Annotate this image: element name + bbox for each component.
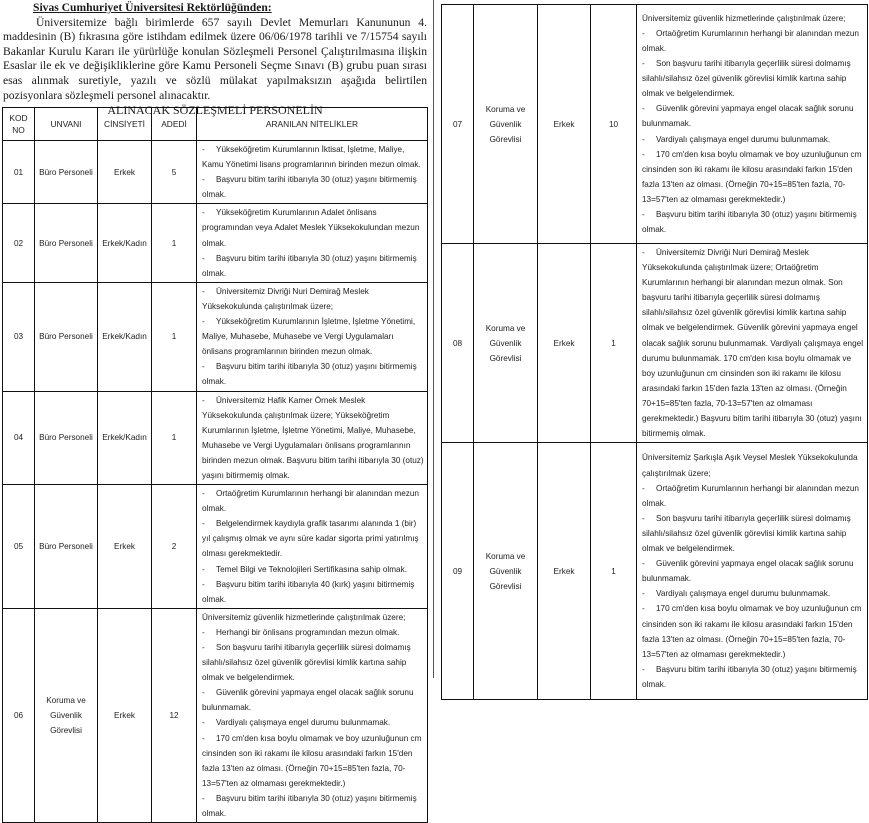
unvani-cell: Koruma ve Güvenlik Görevlisi (474, 5, 538, 244)
unvani-cell: Büro Personeli (35, 391, 98, 485)
page-divider (433, 0, 434, 678)
qualification-item: - Son başvuru tarihi itibarıyla geçerlilik süresi dolmamış silahlı/silahsız özel güvenlik görevlisi kimlik kartına sahip olmak ve belgelendirmek. (642, 56, 864, 101)
aranilan-nitelikler-cell (637, 443, 868, 700)
announcement-body: Üniversitemize bağlı birimlerde 657 sayılı Devlet Memurları Kanununun 4. maddesinin (B) fıkrasına göre istihdam edilmek üzere 06/06/1978 tarihli ve 7/15754 sayılı Bakanlar Kurulu Kararı ile yürürlüğe konulan Sözleşmeli Personel Çalıştırılmasına ilişkin Esaslar ile ek ve değişikliklerine göre Kamu Personeli Seçme Sınavı (B) grubu puan sırası esas alınmak suretiyle, yazılı ve sözlü mülakat yapılmaksızın aşağıda belirtilen pozisyonlara sözleşmeli personel alınacaktır. (3, 15, 427, 102)
table-row (3, 141, 428, 204)
qualification-item: - Başvuru bitim tarihi itibarıyla 30 (otuz) yaşını bitirmemiş olmak. (202, 172, 424, 202)
column-header-cinsiyeti: CİNSİYETİ (98, 108, 152, 141)
kod-no-cell: 02 (3, 204, 35, 282)
adedi-cell: 1 (591, 443, 637, 700)
table-row (3, 204, 428, 282)
qualification-item: - Yükseköğretim Kurumlarının İşletme, İşletme Yönetimi, Maliye, Muhasebe, Muhasebe ve Vergi Uygulamaları önlisans programlarının birinden mezun olmak. (202, 314, 424, 359)
qualification-item: Üniversitemiz güvenlik hizmetlerinde çalıştırılmak üzere; (202, 612, 406, 622)
kod-no-cell: 01 (3, 141, 35, 204)
column-header-aranilan-nitelikler: ARANILAN NİTELİKLER (197, 108, 428, 141)
kod-no-cell: 07 (442, 5, 474, 244)
qualification-item: - Başvuru bitim tarihi itibarıyla 30 (otuz) yaşını bitirmemiş olmak. (642, 207, 864, 237)
qualification-item: - 170 cm'den kısa boylu olmamak ve boy uzunluğunun cm cinsinden son iki rakamı ile kilosu arasındaki farkın 15'den fazla 13'ten az olması. (Örneğin 70+15=85'ten fazla, 70-13=57'ten az olmaması gerekmektedir.) (642, 147, 864, 207)
adedi-cell: 10 (591, 5, 637, 244)
qualification-item: - Vardiyalı çalışmaya engel durumu bulunmamak. (202, 715, 424, 730)
adedi-cell: 12 (152, 608, 197, 822)
qualification-item: - 170 cm'den kısa boylu olmamak ve boy uzunluğunun cm cinsinden son iki rakamı ile kilosu arasındaki farkın 15'den fazla 13'ten az olması. (Örneğin 70+15=85'ten fazla, 70-13=57'ten az olmaması gerekmektedir.) (202, 731, 424, 791)
qualification-item: - Güvenlik görevini yapmaya engel olacak sağlık sorunu bulunmamak. (642, 556, 864, 586)
column-header-adedi: ADEDİ (152, 108, 197, 141)
table-header-row (3, 108, 428, 141)
aranilan-nitelikler-cell (637, 5, 868, 244)
kod-no-cell: 06 (3, 608, 35, 822)
cinsiyeti-cell: Erkek (98, 485, 152, 609)
cinsiyeti-cell: Erkek/Kadın (98, 282, 152, 391)
adedi-cell: 5 (152, 141, 197, 204)
adedi-cell: 1 (152, 204, 197, 282)
adedi-cell: 1 (152, 282, 197, 391)
aranilan-nitelikler-cell (197, 282, 428, 391)
kod-no-cell: 05 (3, 485, 35, 609)
qualification-item: - Vardiyalı çalışmaya engel durumu bulunmamak. (642, 586, 864, 601)
qualification-item: - Son başvuru tarihi itibarıyla geçerlilik süresi dolmamış silahlı/silahsız özel güvenlik görevlisi kimlik kartına sahip olmak ve belgelendirmek. (202, 640, 424, 685)
unvani-cell: Büro Personeli (35, 204, 98, 282)
cinsiyeti-cell: Erkek (538, 443, 591, 700)
table-row (442, 443, 868, 700)
qualification-item: Üniversitemiz Şarkışla Aşık Veysel Meslek Yüksekokulunda çalıştırılmak üzere; (642, 453, 858, 478)
qualification-item: - Üniversitemiz Divriği Nuri Demirağ Meslek Yüksekokulunda çalıştırılmak üzere; Ortaöğretim Kurumlarının herhangi bir alanından mezun olmak. Son başvuru tarihi itibarıyla geçerlilik süresi dolmamış silahlı/silahsız özel güvenlik görevlisi kimlik kartına sahip olmak ve belgelendirmek. Güvenlik görevini yapmaya engel olacak sağlık sorunu bulunmamak. Vardiyalı çalışmaya engel durumu bulunmamak. 170 cm'den kısa boylu olmamak ve boy uzunluğunun cm cinsinden son iki rakamı ile kilosu arasındaki farkın 15'den fazla 13'ten az olması. (Örneğin 70+15=85'ten fazla, 70-13=57'ten az olmaması gerekmektedir.) Başvuru bitim tarihi itibarıyla 30 (otuz) yaşını bitirmemiş olmak. (642, 245, 864, 441)
table-row (3, 391, 428, 485)
qualification-item: - 170 cm'den kısa boylu olmamak ve boy uzunluğunun cm cinsinden son iki rakamı ile kilosu arasındaki farkın 15'den fazla 13'ten az olması. (Örneğin 70+15=85'ten fazla, 70-13=57'ten az olmaması gerekmektedir.) (642, 601, 864, 661)
qualification-item: - Ortaöğretim Kurumlarının herhangi bir alanından mezun olmak. (202, 486, 424, 516)
kod-no-cell: 09 (442, 443, 474, 700)
qualification-item: - Başvuru bitim tarihi itibarıyla 30 (otuz) yaşını bitirmemiş olmak. (642, 662, 864, 692)
cinsiyeti-cell: Erkek/Kadın (98, 391, 152, 485)
unvani-cell: Koruma ve Güvenlik Görevlisi (474, 443, 538, 700)
qualification-item: - Üniversitemiz Hafik Kamer Örnek Meslek Yüksekokulunda çalıştırılmak üzere; Yükseköğretim Kurumlarının İşletme, İşletme Yönetimi, Maliye, Muhasebe, Muhasebe ve Vergi Uygulamaları önlisans programlarının birinden mezun olmak. Başvuru bitim tarihi itibarıyla 30 (otuz) yaşını bitirmemiş olmak. (202, 393, 424, 484)
announcement-title: Sivas Cumhuriyet Üniversitesi Rektörlüğünden: (33, 1, 272, 14)
qualification-item: - Vardiyalı çalışmaya engel durumu bulunmamak. (642, 132, 864, 147)
unvani-cell: Büro Personeli (35, 485, 98, 609)
aranilan-nitelikler-cell (197, 485, 428, 609)
qualification-item: - Başvuru bitim tarihi itibarıyla 30 (otuz) yaşını bitirmemiş olmak. (202, 791, 424, 821)
qualification-item: - Son başvuru tarihi itibarıyla geçerlilik süresi dolmamış silahlı/silahsız özel güvenlik görevlisi kimlik kartına sahip olmak ve belgelendirmek. (642, 511, 864, 556)
left-page-column (0, 0, 430, 819)
table-row (442, 5, 868, 244)
table-row (3, 608, 428, 822)
positions-table-part-2 (441, 4, 868, 700)
kod-no-cell: 04 (3, 391, 35, 485)
qualification-item: - Üniversitemiz Divriği Nuri Demirağ Meslek Yüksekokulunda çalıştırılmak üzere; (202, 284, 424, 314)
cinsiyeti-cell: Erkek (98, 608, 152, 822)
aranilan-nitelikler-cell (197, 608, 428, 822)
aranilan-nitelikler-cell (197, 141, 428, 204)
qualification-item: - Yükseköğretim Kurumlarının İktisat, İşletme, Maliye, Kamu Yönetimi lisans programlarının birinden mezun olmak. (202, 142, 424, 172)
kod-no-cell: 03 (3, 282, 35, 391)
right-page-column (440, 0, 867, 689)
kod-no-cell: 08 (442, 244, 474, 443)
table-row (442, 244, 868, 443)
adedi-cell: 2 (152, 485, 197, 609)
column-header-unvani: UNVANI (35, 108, 98, 141)
qualification-item: - Yükseköğretim Kurumlarının Adalet önlisans programından veya Adalet Meslek Yüksekokulundan mezun olmak. (202, 205, 424, 250)
cinsiyeti-cell: Erkek (538, 244, 591, 443)
unvani-cell: Büro Personeli (35, 282, 98, 391)
column-header-kod-no: KOD NO (3, 108, 35, 141)
qualification-item: - Herhangi bir önlisans programından mezun olmak. (202, 625, 424, 640)
unvani-cell: Büro Personeli (35, 141, 98, 204)
cinsiyeti-cell: Erkek (538, 5, 591, 244)
qualification-item: - Temel Bilgi ve Teknolojileri Sertifikasına sahip olmak. (202, 562, 424, 577)
qualification-item: - Ortaöğretim Kurumlarının herhangi bir alanından mezun olmak. (642, 481, 864, 511)
qualification-item: - Güvenlik görevini yapmaya engel olacak sağlık sorunu bulunmamak. (642, 101, 864, 131)
qualification-item: - Başvuru bitim tarihi itibarıyla 30 (otuz) yaşını bitirmemiş olmak. (202, 251, 424, 281)
cinsiyeti-cell: Erkek/Kadın (98, 204, 152, 282)
table-row (3, 485, 428, 609)
table-row (3, 282, 428, 391)
aranilan-nitelikler-cell (197, 204, 428, 282)
qualification-item: - Ortaöğretim Kurumlarının herhangi bir alanından mezun olmak. (642, 26, 864, 56)
qualification-item: - Belgelendirmek kaydıyla grafik tasarımı alanında 1 (bir) yıl çalışmış olmak ve aynı süre kadar sigorta primi yatırılmış olması gerekmektedir. (202, 516, 424, 561)
unvani-cell: Koruma ve Güvenlik Görevlisi (474, 244, 538, 443)
adedi-cell: 1 (152, 391, 197, 485)
qualification-item: - Güvenlik görevini yapmaya engel olacak sağlık sorunu bulunmamak. (202, 685, 424, 715)
unvani-cell: Koruma ve Güvenlik Görevlisi (35, 608, 98, 822)
cinsiyeti-cell: Erkek (98, 141, 152, 204)
announcement-header (0, 0, 430, 118)
qualification-item: Üniversitemiz güvenlik hizmetlerinde çalıştırılmak üzere; (642, 13, 846, 23)
adedi-cell: 1 (591, 244, 637, 443)
qualification-item: - Başvuru bitim tarihi itibarıyla 40 (kırk) yaşını bitirmemiş olmak. (202, 577, 424, 607)
positions-table-part-1 (2, 107, 428, 823)
table-caption: ALINACAK SÖZLEŞMELİ PERSONELİN (107, 103, 323, 118)
qualification-item: - Başvuru bitim tarihi itibarıyla 30 (otuz) yaşını bitirmemiş olmak. (202, 359, 424, 389)
aranilan-nitelikler-cell (637, 244, 868, 443)
aranilan-nitelikler-cell (197, 391, 428, 485)
